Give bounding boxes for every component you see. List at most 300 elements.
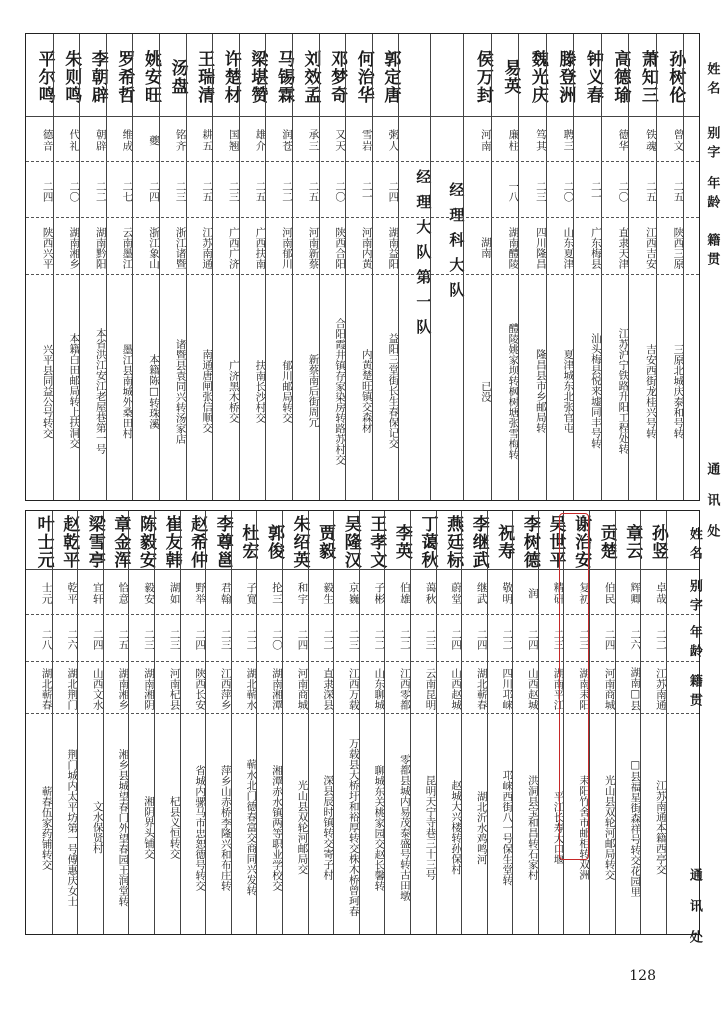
person-address: 诸暨县袁同兴转汤家店	[174, 338, 187, 444]
person-age: 二八	[40, 629, 53, 650]
person-native-place: 湖南平江	[552, 668, 565, 710]
person-address: 省城内骡马市忠恕德号转交	[194, 764, 207, 891]
person-address: 吉安西街龙桂兴号转	[644, 343, 657, 439]
person-column	[512, 511, 538, 934]
person-native-place: 江西零都	[398, 668, 411, 710]
person-alias: 代礼	[68, 129, 81, 152]
person-age: 二二	[373, 629, 386, 650]
rule-age	[26, 217, 699, 218]
person-name: 贡楚	[596, 524, 617, 560]
person-name: 梁堪赞	[247, 50, 268, 104]
person-alias: 河南	[479, 129, 492, 152]
person-alias: 夔	[147, 134, 160, 147]
person-name: 祝寿	[494, 524, 515, 560]
person-alias: 承三	[307, 129, 320, 152]
person-address: 蕲水北门德春富交商同兴发转	[245, 759, 258, 896]
rule-native	[26, 274, 699, 275]
person-alias: 雪岩	[360, 129, 373, 152]
person-name: 郭俊	[263, 524, 284, 560]
person-age: 二三	[219, 629, 232, 650]
person-column	[573, 34, 601, 500]
person-age: 二五	[254, 180, 267, 202]
person-name: 吴隆汉	[340, 515, 361, 569]
person-age: 二三	[168, 629, 181, 650]
person-alias: 廉柱	[507, 129, 520, 152]
person-age: 二三	[227, 180, 240, 202]
person-age: 二二	[654, 629, 667, 650]
person-column	[239, 34, 266, 500]
person-alias: 宜轩	[91, 582, 104, 605]
person-age: 二〇	[270, 629, 283, 650]
person-name: 许楚材	[220, 50, 241, 104]
person-alias: 维成	[121, 129, 134, 152]
person-address: 三原北城庆泰和号转	[672, 343, 685, 439]
person-column	[463, 34, 491, 500]
person-address: 湘阴界头铺交	[142, 796, 155, 859]
person-native-place: 陕西合阳	[334, 226, 347, 269]
person-address: 内黄楚旺镇交森材	[360, 349, 373, 433]
person-name: 谢治安	[571, 515, 592, 569]
person-name: 李英	[391, 524, 412, 560]
person-native-place: 湖南湘乡	[68, 226, 81, 269]
person-native-place: 湖北荆门	[66, 668, 79, 710]
person-address: 本籍陈□转珠溪	[147, 353, 160, 429]
person-alias: 子彬	[373, 582, 386, 605]
person-native-place: 河南郁川	[280, 226, 293, 269]
person-age: 二三	[552, 629, 565, 650]
person-native-place: 山西文水	[91, 668, 104, 710]
header-age-bottom: 年龄	[686, 624, 702, 663]
person-address: 文水保贤村	[91, 801, 104, 854]
person-age: 二二	[322, 629, 335, 650]
person-address: 汕头梅县悦来墟同丰号转	[589, 333, 602, 449]
person-name: 滕登洲	[555, 50, 576, 104]
person-alias: 铁魂	[644, 129, 657, 152]
person-name: 梁雪亭	[84, 515, 105, 569]
person-column	[345, 34, 372, 500]
person-column	[205, 511, 231, 934]
person-name: 李朝辟	[87, 50, 108, 104]
person-age: 二三	[534, 180, 547, 202]
person-address: 洪洞县宝和昌转石家村	[526, 775, 539, 880]
header-address-bottom: 通讯处	[686, 868, 702, 961]
person-address: 江苏南通本籍西亭交	[654, 780, 667, 875]
person-name: 燕廷标	[443, 515, 464, 569]
person-age: 二四	[147, 180, 160, 202]
person-age: 二四	[526, 629, 539, 650]
header-native: 籍贯	[704, 232, 720, 271]
person-address: 光山县双轮河邮局交	[296, 780, 309, 875]
person-name: 高德瑜	[610, 50, 631, 104]
rule-age-bottom	[26, 661, 699, 662]
person-alias: 精研	[552, 582, 565, 605]
bottom-table	[25, 510, 702, 961]
person-alias: 抡三	[270, 582, 283, 605]
person-name: 平尔鸣	[34, 50, 55, 104]
person-native-place: 浙江诸暨	[174, 226, 187, 269]
person-address: 郁川邮局转交	[280, 359, 293, 423]
person-column	[615, 511, 641, 934]
person-native-place: 湖南湘阴	[142, 668, 155, 710]
person-column	[265, 34, 292, 500]
person-age: 二四	[450, 629, 463, 650]
person-address: 夏津城东北张官屯	[562, 349, 575, 433]
person-alias: 德华	[617, 129, 630, 152]
header-name-bottom: 姓名	[686, 527, 702, 565]
person-age: 二二	[398, 629, 411, 650]
person-column	[384, 511, 410, 934]
person-age: 二七	[121, 180, 134, 202]
person-column	[308, 511, 334, 934]
person-native-place: 直隶天津	[617, 226, 630, 269]
person-alias: 和宇	[296, 582, 309, 605]
person-column	[77, 511, 103, 934]
person-age: 二四	[387, 180, 400, 202]
person-alias: 继武	[475, 582, 488, 605]
person-native-place: 江西万载	[347, 668, 360, 710]
person-column	[282, 511, 308, 934]
person-age: 二四	[91, 629, 104, 650]
person-age: 二六	[66, 629, 79, 650]
person-address: 隆昌县市乡邮局转	[534, 349, 547, 433]
person-age: 二五	[117, 629, 130, 650]
person-name: 杜宏	[238, 524, 259, 560]
person-native-place: 河南商城	[603, 668, 616, 710]
person-name: 郭定唐	[380, 50, 401, 104]
person-alias: 蔚堂	[450, 582, 463, 605]
person-address: 新蔡南后街周冗	[307, 354, 320, 428]
page-number: 128	[629, 968, 656, 984]
person-name: 孙树伦	[665, 50, 686, 104]
person-address: 光山县双轮河邮局转交	[603, 775, 616, 880]
person-column	[79, 34, 106, 500]
person-age: 二二	[245, 629, 258, 650]
person-name: 崔友韩	[161, 515, 182, 569]
person-name: 章云	[622, 524, 643, 560]
person-address: 赵城大兴楼转孙保村	[450, 780, 463, 875]
person-name: 侯万封	[472, 50, 493, 104]
person-age: 二三	[347, 629, 360, 650]
person-native-place: 山西赵城	[526, 668, 539, 710]
person-native-place: 广西扶南	[254, 226, 267, 269]
person-name: 萧知三	[637, 50, 658, 104]
person-address: 荆门城内太平坊第一号傅惠庆女士	[66, 748, 79, 907]
person-alias: 又天	[334, 129, 347, 152]
person-address: 已没	[479, 380, 492, 402]
person-address: 邛崃西街八一号保生堂转	[501, 769, 514, 886]
rule-name-bottom	[26, 569, 699, 570]
person-alias: 复初	[578, 582, 591, 605]
person-native-place: 湖南醴陵	[507, 226, 520, 269]
person-address: 耒阳竹舍市邮柜转双洲	[578, 775, 591, 880]
person-age: 二一	[360, 180, 373, 202]
header-alias-bottom: 别字	[686, 578, 702, 617]
person-column	[319, 34, 346, 500]
person-column	[231, 511, 257, 934]
person-age: 二一	[589, 180, 602, 202]
person-name: 汤盘	[167, 59, 188, 95]
person-age: 二三	[578, 629, 591, 650]
person-native-place: 四川邛崃	[501, 668, 514, 710]
person-name: 贾毅	[315, 524, 336, 560]
person-address: 合阳霞井镇存家染房转路苏村交	[334, 317, 347, 465]
person-alias: 恰意	[117, 582, 130, 605]
person-alias: 曾文	[672, 129, 685, 152]
person-address: □县福星街森祥号转交花园里	[629, 758, 642, 897]
section-first-brigade: 经理大队第一队	[414, 169, 433, 344]
person-age	[464, 161, 491, 219]
top-right-group	[463, 34, 686, 500]
person-column	[640, 511, 666, 934]
person-age: 二〇	[617, 180, 630, 202]
person-address: 本籍白田邮局转上扶洞交	[68, 333, 81, 449]
person-column	[106, 34, 133, 500]
person-native-place: 湖南湘乡	[117, 668, 130, 710]
person-age: 二三	[142, 629, 155, 650]
person-name: 朱绍英	[289, 515, 310, 569]
handwritten-highlight	[559, 513, 592, 860]
person-native-place: 浙江象山	[147, 226, 160, 269]
person-alias: 京巍	[347, 582, 360, 605]
person-age: 二五	[644, 180, 657, 202]
person-alias: 毅安	[142, 582, 155, 605]
person-name: 何治华	[353, 50, 374, 104]
person-column	[628, 34, 656, 500]
header-name: 姓名	[704, 62, 720, 100]
person-native-place: 湖南湘潭	[270, 668, 283, 710]
person-age: 二三	[174, 180, 187, 202]
person-age: 二六	[629, 629, 642, 650]
person-alias: 湖如	[168, 582, 181, 605]
top-left-group	[26, 34, 401, 500]
person-address: 湘乡县城望春门外望春园王润堂转	[117, 748, 130, 907]
person-column	[132, 34, 159, 500]
person-native-place: 江苏南通	[201, 226, 214, 269]
header-column-top	[683, 34, 720, 555]
person-column	[154, 511, 180, 934]
person-name: 马锡霖	[273, 50, 294, 104]
person-column	[180, 511, 206, 934]
person-column	[128, 511, 154, 934]
person-native-place: 山东聊城	[373, 668, 386, 710]
person-native-place: 湖南□县	[629, 667, 642, 711]
header-column-bottom	[666, 511, 702, 961]
person-name: 李尊邕	[212, 515, 233, 569]
person-native-place: 湖南黔阳	[94, 226, 107, 269]
person-alias: 粥人	[387, 129, 400, 152]
person-age: 二二	[94, 180, 107, 202]
person-age: 二四	[475, 629, 488, 650]
person-age: 二五	[201, 180, 214, 202]
person-alias: 铭齐	[174, 129, 187, 152]
person-age: 二〇	[68, 180, 81, 202]
person-alias: 士元	[40, 582, 53, 605]
person-alias: 乾平	[66, 582, 79, 605]
person-name: 朱则鸣	[61, 50, 82, 104]
person-native-place: 直隶深县	[322, 668, 335, 710]
person-address: 广济黑木桥交	[227, 359, 240, 423]
person-address: 蕲春伍家药铺转交	[40, 785, 53, 870]
person-name: 刘效孟	[300, 50, 321, 104]
person-column	[26, 511, 52, 934]
person-alias	[574, 116, 601, 163]
person-column	[461, 511, 487, 934]
person-address: 深县辰时镇转交寄子村	[322, 775, 335, 880]
rule-name	[26, 116, 699, 117]
person-alias: 雄介	[254, 129, 267, 152]
person-age: 二四	[296, 629, 309, 650]
person-age: 二五	[672, 180, 685, 202]
person-address: 湘潭赤水镇两等职业学校交	[270, 764, 283, 891]
person-address: 本省洪江安江老屋巷第一号	[94, 328, 107, 454]
person-column	[292, 34, 319, 500]
person-native-place: 湖南	[479, 237, 492, 258]
person-age: 二〇	[562, 180, 575, 202]
person-age: 二五	[307, 180, 320, 202]
person-name: 陈毅安	[135, 515, 156, 569]
person-native-place: 湖北蕲春	[40, 668, 53, 710]
person-address: 江苏沪宁铁路升阳工程处转	[617, 328, 630, 454]
person-native-place: 湖南益阳	[387, 226, 400, 269]
person-alias: 笃其	[534, 129, 547, 152]
person-native-place: 江西吉安	[644, 226, 657, 269]
person-alias: 敬明	[501, 582, 514, 605]
person-name: 易英	[500, 59, 521, 95]
person-address: 杞县义恒转交	[168, 796, 181, 859]
person-alias: 子寬	[245, 582, 258, 605]
person-age: 一八	[507, 180, 520, 202]
person-alias: 伯民	[603, 582, 616, 605]
person-column	[26, 34, 53, 500]
person-alias: 君翰	[219, 582, 232, 605]
person-alias: 德音	[41, 129, 54, 152]
person-column	[487, 511, 513, 934]
person-alias: 伯雄	[398, 582, 411, 605]
person-name: 王孝文	[366, 515, 387, 569]
person-column	[436, 511, 462, 934]
person-age: 二三	[424, 629, 437, 650]
person-name: 李继武	[468, 515, 489, 569]
person-column	[546, 34, 574, 500]
person-alias: 辉卿	[629, 582, 642, 605]
person-age: 二〇	[334, 180, 347, 202]
section-finance: 经理科大队	[447, 182, 466, 307]
person-column	[186, 34, 213, 500]
person-column	[159, 34, 186, 500]
header-native-bottom: 籍贯	[686, 674, 702, 712]
section-finance-column	[430, 34, 466, 500]
person-age: 二四	[603, 629, 616, 650]
person-name: 魏光庆	[527, 50, 548, 104]
person-alias: 耕五	[201, 129, 214, 152]
person-native-place: 湖北蕲水	[245, 668, 258, 710]
person-column	[372, 34, 399, 500]
person-name: 叶士元	[33, 515, 54, 569]
person-address: 扶南长沙村交	[254, 359, 267, 423]
person-native-place: 山东夏津	[562, 226, 575, 269]
rule-native-bottom	[26, 713, 699, 714]
rule-alias-bottom	[26, 614, 699, 615]
person-native-place: 湖北蕲春	[475, 668, 488, 710]
header-age: 年龄	[704, 176, 720, 214]
person-address: 墨江县南城外桑田村	[121, 343, 134, 439]
section-brigade-column	[398, 34, 433, 500]
person-column	[491, 34, 519, 500]
person-column	[518, 34, 546, 500]
person-alias: 润	[526, 587, 539, 600]
person-address: 南通唐闸张信顺交	[201, 349, 214, 433]
person-native-place: 河南新蔡	[307, 226, 320, 269]
person-native-place: 陕西长安	[194, 668, 207, 710]
person-address: 湖北沂水鸡鸣河	[475, 790, 488, 865]
person-alias: 国翘	[227, 129, 240, 152]
person-column	[52, 511, 78, 934]
person-native-place: 四川隆昌	[534, 226, 547, 269]
person-column	[256, 511, 282, 934]
person-name: 赵希仲	[187, 515, 208, 569]
person-age: 二四	[194, 629, 207, 650]
person-name: 赵乾平	[59, 515, 80, 569]
person-native-place: 河南商城	[296, 668, 309, 710]
person-address: 零都县城内易茂泰盛号转古田墩	[398, 754, 411, 901]
person-age: 二四	[41, 180, 54, 202]
person-age: 二二	[501, 629, 514, 650]
person-native-place: 广东梅县	[589, 226, 602, 269]
person-column	[333, 511, 359, 934]
person-alias: 蔼秋	[424, 582, 437, 605]
person-column	[359, 511, 385, 934]
person-native-place: 陕西三原	[672, 226, 685, 269]
person-name: 孙竖	[647, 524, 668, 560]
person-native-place: 江苏南通	[654, 668, 667, 710]
person-native-place: 江西萍乡	[219, 668, 232, 710]
person-name: 邓梦奇	[327, 50, 348, 104]
person-native-place: 云南墨江	[121, 226, 134, 269]
person-alias: 毅生	[322, 582, 335, 605]
person-alias: 野举	[194, 582, 207, 605]
person-alias: 聘三	[562, 129, 575, 152]
person-native-place: 河南内黄	[360, 226, 373, 269]
person-name: 李树德	[519, 515, 540, 569]
person-name: 姚安旺	[140, 50, 161, 104]
person-native-place: 广西广济	[227, 226, 240, 269]
person-address: 萍乡山赤桥李隆兴和布庄转	[219, 764, 232, 891]
person-native-place: 陕西兴平	[41, 226, 54, 269]
person-address: 聊城东关桃家园交赵长馨转	[373, 764, 386, 891]
person-native-place: 河南杞县	[168, 668, 181, 710]
person-alias: 卓哉	[654, 582, 667, 605]
person-address: 昆明天宁寺巷三十三号	[424, 775, 437, 880]
person-native-place: 云南昆明	[424, 668, 437, 710]
person-column	[53, 34, 80, 500]
person-name: 王瑞清	[194, 50, 215, 104]
person-name: 丁蔼秋	[417, 515, 438, 569]
rule-alias	[26, 161, 699, 162]
person-column	[656, 34, 684, 500]
header-alias: 别字	[704, 125, 720, 164]
person-name: 章金浑	[110, 515, 131, 569]
person-alias: 朝辟	[94, 129, 107, 152]
person-address: 兴平县同益公号转交	[41, 343, 54, 439]
person-alias: 润苍	[280, 129, 293, 152]
person-name: 罗希哲	[114, 50, 135, 104]
person-address: 醴陵姚家坝转枫树塘张雪梅转	[507, 322, 520, 460]
person-column	[103, 511, 129, 934]
person-native-place: 山西赵城	[450, 668, 463, 710]
person-column	[601, 34, 629, 500]
person-name: 钟义春	[582, 50, 603, 104]
header-address: 通讯处	[704, 461, 720, 555]
